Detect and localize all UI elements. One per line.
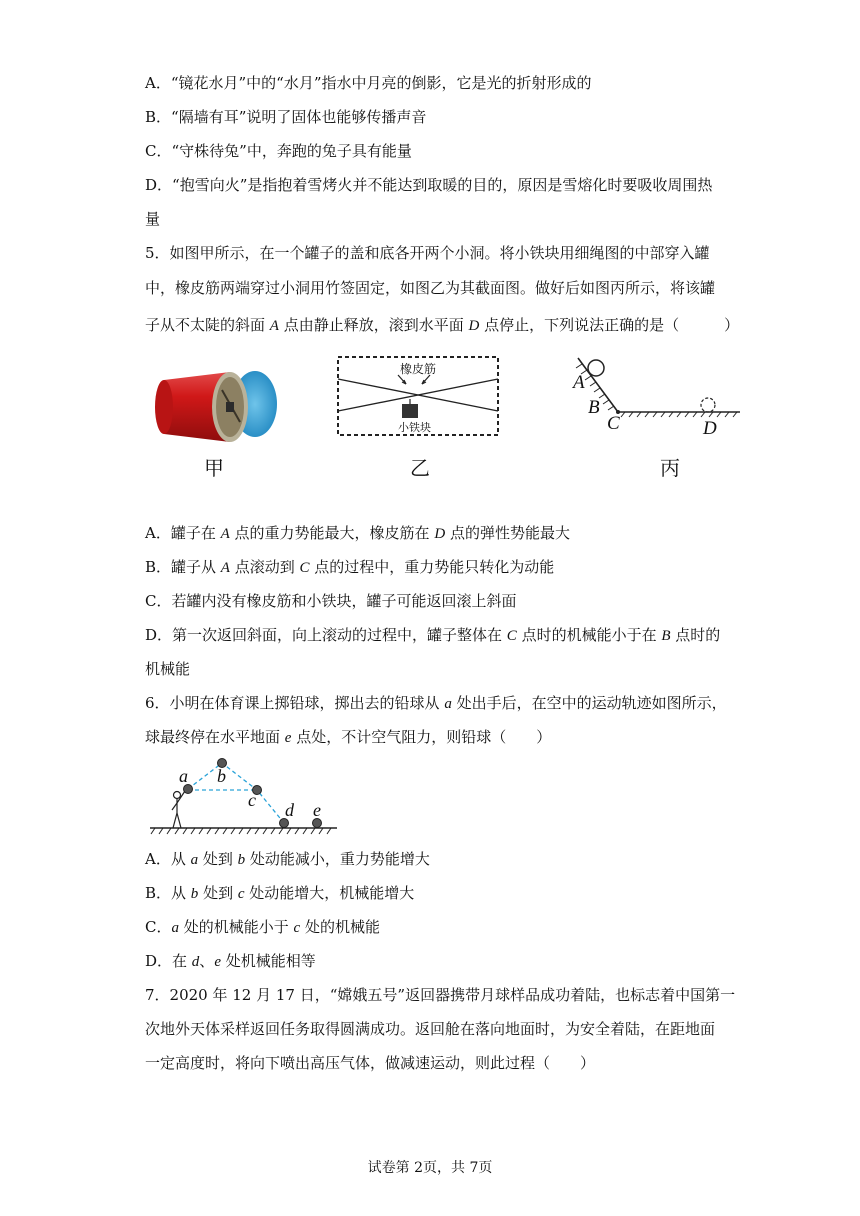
q5-stem-line1: 5．如图甲所示，在一个罐子的盖和底各开两个小洞。将小铁块用细绳图的中部穿入罐 bbox=[145, 244, 710, 262]
q6-stem-line1: 6．小明在体育课上掷铅球，掷出去的铅球从 a 处出手后，在空中的运动轨迹如图所示， bbox=[145, 694, 727, 712]
trajectory-label-c: c bbox=[248, 790, 256, 810]
q7-stem-line3: 一定高度时，将向下喷出高压气体，做减速运动，则此过程（ ） bbox=[145, 1054, 596, 1072]
page-footer: 试卷第 2页，共 7页 bbox=[367, 1160, 493, 1176]
q5-stem-line2: 中，橡皮筋两端穿过小洞用竹签固定，如图乙为其截面图。做好后如图丙所示，将该罐 bbox=[145, 279, 716, 297]
q7-stem-line1: 7．2020 年 12 月 17 日，“嫦娥五号”返回器携带月球样品成功着陆，也标志着中国第一 bbox=[145, 986, 736, 1004]
q5-option-c: C．若罐内没有橡皮筋和小铁块，罐子可能返回滚上斜面 bbox=[145, 592, 517, 610]
q6-option-c: C．a 处的机械能小于 c 处的机械能 bbox=[145, 918, 380, 936]
trajectory-label-b: b bbox=[217, 766, 226, 786]
figure-caption-jia: 甲 bbox=[204, 456, 224, 480]
point-c-label: C bbox=[607, 413, 620, 434]
figure-caption-yi: 乙 bbox=[410, 456, 430, 480]
q6-option-d: D．在 d、e 处机械能相等 bbox=[145, 952, 316, 970]
rubber-band-label: 橡皮筋 bbox=[400, 362, 437, 376]
q5-stem-line3: 子从不太陡的斜面 A 点由静止释放，滚到水平面 D 点停止，下列说法正确的是（ ） bbox=[145, 316, 740, 334]
figure-caption-bing: 丙 bbox=[660, 456, 680, 480]
q7-stem-line2: 次地外天体采样返回任务取得圆满成功。返回舱在落向地面时，为安全着陆，在距地面 bbox=[145, 1020, 716, 1038]
q4-option-d-cont: 量 bbox=[145, 210, 161, 228]
trajectory-label-d: d bbox=[285, 800, 294, 820]
q4-option-a: A．“镜花水月”中的“水月”指水中月亮的倒影，它是光的折射形成的 bbox=[145, 74, 592, 92]
point-a-label: A bbox=[573, 372, 585, 393]
q6-option-b: B．从 b 处到 c 处动能增大，机械能增大 bbox=[145, 884, 415, 902]
q6-stem-line2: 球最终停在水平地面 e 点处，不计空气阻力，则铅球（ ） bbox=[145, 728, 552, 746]
can-photo bbox=[150, 362, 285, 452]
q5-option-d: D．第一次返回斜面，向上滚动的过程中，罐子整体在 C 点时的机械能小于在 B 点时的 bbox=[145, 626, 721, 644]
q6-option-a: A．从 a 处到 b 处动能减小，重力势能增大 bbox=[145, 850, 430, 868]
q5-option-d-cont: 机械能 bbox=[145, 660, 191, 678]
q5-option-b: B．罐子从 A 点滚动到 C 点的过程中，重力势能只转化为动能 bbox=[145, 558, 555, 576]
trajectory-label-a: a bbox=[179, 766, 188, 786]
point-b-label: B bbox=[588, 397, 600, 418]
q4-option-c: C．“守株待兔”中，奔跑的兔子具有能量 bbox=[145, 142, 412, 160]
point-d-label: D bbox=[703, 418, 717, 439]
q5-option-a: A．罐子在 A 点的重力势能最大，橡皮筋在 D 点的弹性势能最大 bbox=[145, 524, 570, 542]
shot-put-trajectory-diagram bbox=[145, 755, 340, 837]
q4-option-d: D．“抱雪向火”是指抱着雪烤火并不能达到取暖的目的，原因是雪熔化时要吸收周围热 bbox=[145, 176, 713, 194]
iron-block-label: 小铁块 bbox=[398, 421, 431, 434]
trajectory-label-e: e bbox=[313, 800, 321, 820]
q4-option-b: B．“隔墙有耳”说明了固体也能够传播声音 bbox=[145, 108, 427, 126]
